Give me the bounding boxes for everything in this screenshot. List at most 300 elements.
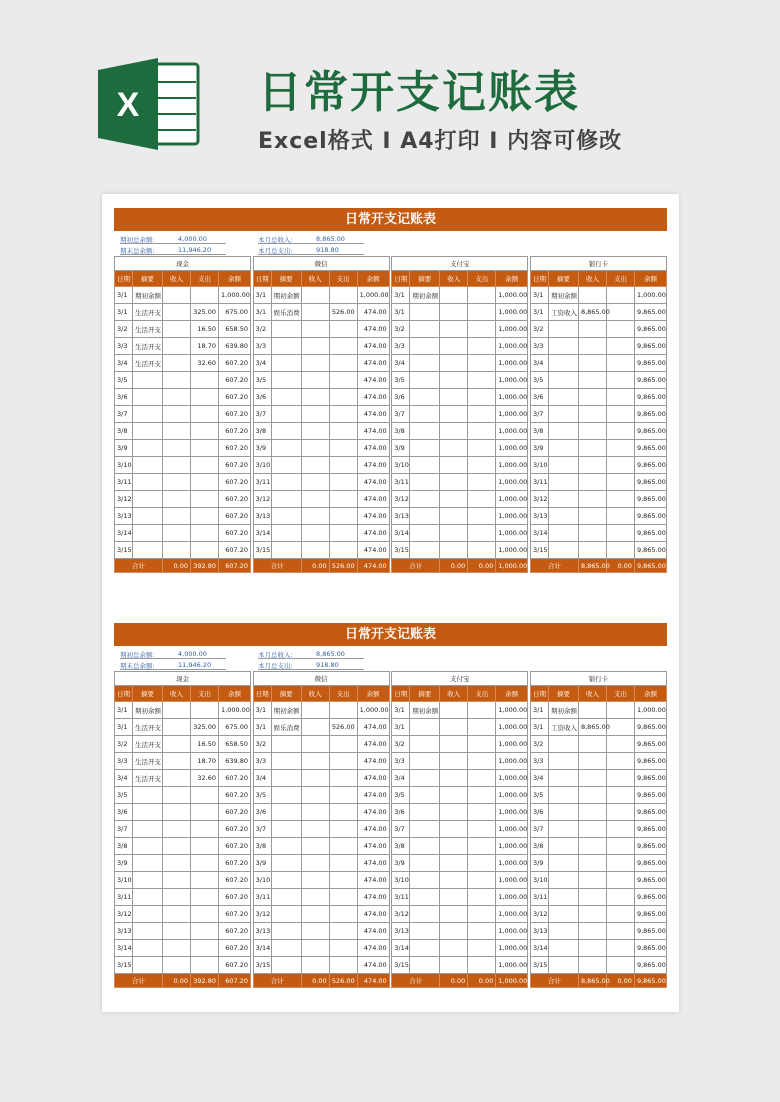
table-cell[interactable]: [440, 787, 468, 804]
table-cell[interactable]: 607.20: [219, 940, 251, 957]
table-cell[interactable]: [301, 872, 329, 889]
table-cell[interactable]: 1,000.00: [496, 957, 528, 974]
table-cell[interactable]: [133, 491, 163, 508]
table-cell[interactable]: [301, 821, 329, 838]
table-cell[interactable]: 3/6: [392, 804, 410, 821]
table-cell[interactable]: [271, 440, 301, 457]
table-cell[interactable]: 9,865.00: [634, 719, 666, 736]
table-cell[interactable]: [440, 389, 468, 406]
table-cell[interactable]: 32.60: [191, 770, 219, 787]
table-cell[interactable]: 1,000.00: [496, 702, 528, 719]
table-cell[interactable]: [410, 787, 440, 804]
table-cell[interactable]: 3/4: [253, 770, 271, 787]
table-cell[interactable]: 3/8: [253, 423, 271, 440]
table-cell[interactable]: 3/3: [253, 753, 271, 770]
table-cell[interactable]: [133, 423, 163, 440]
table-cell[interactable]: 474.00: [357, 508, 389, 525]
income-total-value[interactable]: 8,865.00: [316, 235, 345, 243]
table-cell[interactable]: 9,865.00: [634, 787, 666, 804]
table-cell[interactable]: [301, 906, 329, 923]
table-cell[interactable]: 526.00: [329, 719, 357, 736]
table-cell[interactable]: [578, 923, 606, 940]
table-cell[interactable]: [548, 440, 578, 457]
table-cell[interactable]: [301, 406, 329, 423]
table-cell[interactable]: 9,865.00: [634, 406, 666, 423]
table-cell[interactable]: [191, 872, 219, 889]
table-cell[interactable]: 3/7: [115, 821, 133, 838]
table-cell[interactable]: [163, 736, 191, 753]
table-cell[interactable]: [191, 491, 219, 508]
table-cell[interactable]: 607.20: [219, 855, 251, 872]
table-cell[interactable]: 3/9: [392, 440, 410, 457]
table-cell[interactable]: [468, 389, 496, 406]
table-cell[interactable]: [410, 321, 440, 338]
table-cell[interactable]: 607.20: [219, 406, 251, 423]
table-cell[interactable]: [271, 855, 301, 872]
table-cell[interactable]: [578, 872, 606, 889]
table-cell[interactable]: [301, 457, 329, 474]
table-cell[interactable]: 1,000.00: [496, 321, 528, 338]
table-cell[interactable]: [548, 525, 578, 542]
table-cell[interactable]: [468, 338, 496, 355]
table-cell[interactable]: 3/10: [392, 457, 410, 474]
table-cell[interactable]: [163, 923, 191, 940]
table-cell[interactable]: [578, 753, 606, 770]
table-cell[interactable]: [271, 542, 301, 559]
table-cell[interactable]: 18.70: [191, 753, 219, 770]
table-cell[interactable]: 3/3: [530, 338, 548, 355]
table-cell[interactable]: [548, 770, 578, 787]
table-cell[interactable]: 607.20: [219, 838, 251, 855]
table-cell[interactable]: 期初余额: [133, 702, 163, 719]
table-cell[interactable]: 607.20: [219, 770, 251, 787]
table-cell[interactable]: [301, 838, 329, 855]
table-cell[interactable]: 1,000.00: [496, 355, 528, 372]
table-cell[interactable]: [410, 474, 440, 491]
table-cell[interactable]: 3/4: [392, 355, 410, 372]
table-cell[interactable]: [578, 491, 606, 508]
table-cell[interactable]: [440, 457, 468, 474]
table-cell[interactable]: 9,865.00: [634, 923, 666, 940]
table-cell[interactable]: 3/13: [115, 508, 133, 525]
table-cell[interactable]: 生活开支: [133, 321, 163, 338]
table-cell[interactable]: 3/15: [115, 957, 133, 974]
table-cell[interactable]: [329, 787, 357, 804]
table-cell[interactable]: [410, 923, 440, 940]
table-cell[interactable]: 3/13: [253, 923, 271, 940]
table-cell[interactable]: 3/2: [115, 321, 133, 338]
table-cell[interactable]: 3/1: [530, 287, 548, 304]
table-cell[interactable]: [271, 957, 301, 974]
table-cell[interactable]: 607.20: [219, 474, 251, 491]
table-cell[interactable]: [329, 770, 357, 787]
table-cell[interactable]: [301, 889, 329, 906]
table-cell[interactable]: [191, 542, 219, 559]
table-cell[interactable]: [329, 821, 357, 838]
table-cell[interactable]: 1,000.00: [496, 542, 528, 559]
table-cell[interactable]: 3/8: [253, 838, 271, 855]
table-cell[interactable]: 1,000.00: [496, 287, 528, 304]
table-cell[interactable]: [410, 872, 440, 889]
table-cell[interactable]: 9,865.00: [634, 804, 666, 821]
table-cell[interactable]: [548, 940, 578, 957]
table-cell[interactable]: [606, 872, 634, 889]
table-cell[interactable]: 3/12: [392, 491, 410, 508]
table-cell[interactable]: [548, 338, 578, 355]
table-cell[interactable]: [606, 423, 634, 440]
table-cell[interactable]: [191, 923, 219, 940]
table-cell[interactable]: [548, 372, 578, 389]
table-cell[interactable]: [163, 838, 191, 855]
table-cell[interactable]: [410, 906, 440, 923]
table-cell[interactable]: 607.20: [219, 491, 251, 508]
table-cell[interactable]: 3/14: [530, 525, 548, 542]
table-cell[interactable]: 1,000.00: [496, 508, 528, 525]
table-cell[interactable]: [301, 372, 329, 389]
table-cell[interactable]: 3/15: [253, 542, 271, 559]
table-cell[interactable]: 3/8: [392, 838, 410, 855]
table-cell[interactable]: 3/1: [530, 719, 548, 736]
table-cell[interactable]: [191, 787, 219, 804]
table-cell[interactable]: [163, 423, 191, 440]
table-cell[interactable]: [301, 719, 329, 736]
table-cell[interactable]: [329, 702, 357, 719]
table-cell[interactable]: [301, 440, 329, 457]
table-cell[interactable]: [468, 474, 496, 491]
table-cell[interactable]: 3/15: [392, 542, 410, 559]
table-cell[interactable]: [410, 525, 440, 542]
table-cell[interactable]: 1,000.00: [496, 474, 528, 491]
table-cell[interactable]: 1,000.00: [496, 906, 528, 923]
table-cell[interactable]: [606, 525, 634, 542]
table-cell[interactable]: [329, 338, 357, 355]
table-cell[interactable]: 607.20: [219, 821, 251, 838]
table-cell[interactable]: 3/5: [115, 787, 133, 804]
table-cell[interactable]: [410, 491, 440, 508]
table-cell[interactable]: 3/8: [115, 838, 133, 855]
table-cell[interactable]: 607.20: [219, 872, 251, 889]
table-cell[interactable]: 1,000.00: [357, 287, 389, 304]
table-cell[interactable]: [271, 940, 301, 957]
table-cell[interactable]: 9,865.00: [634, 872, 666, 889]
table-cell[interactable]: 474.00: [357, 719, 389, 736]
table-cell[interactable]: 8,865.00: [578, 719, 606, 736]
table-cell[interactable]: [271, 906, 301, 923]
table-cell[interactable]: [548, 474, 578, 491]
table-cell[interactable]: [578, 287, 606, 304]
table-cell[interactable]: [133, 474, 163, 491]
table-cell[interactable]: [606, 372, 634, 389]
table-cell[interactable]: [606, 389, 634, 406]
table-cell[interactable]: 生活开支: [133, 719, 163, 736]
table-cell[interactable]: [440, 508, 468, 525]
table-cell[interactable]: [440, 287, 468, 304]
table-cell[interactable]: [468, 457, 496, 474]
table-cell[interactable]: 1,000.00: [634, 702, 666, 719]
table-cell[interactable]: [329, 736, 357, 753]
table-cell[interactable]: 9,865.00: [634, 355, 666, 372]
table-cell[interactable]: [191, 457, 219, 474]
table-cell[interactable]: [133, 457, 163, 474]
table-cell[interactable]: 3/3: [392, 338, 410, 355]
table-cell[interactable]: 3/2: [253, 321, 271, 338]
table-cell[interactable]: 1,000.00: [496, 338, 528, 355]
table-cell[interactable]: [548, 355, 578, 372]
table-cell[interactable]: 3/3: [115, 753, 133, 770]
table-cell[interactable]: 期初余额: [410, 702, 440, 719]
table-cell[interactable]: [410, 542, 440, 559]
table-cell[interactable]: [163, 542, 191, 559]
table-cell[interactable]: [440, 525, 468, 542]
table-cell[interactable]: [606, 440, 634, 457]
table-cell[interactable]: 3/6: [530, 389, 548, 406]
table-cell[interactable]: [329, 389, 357, 406]
table-cell[interactable]: 1,000.00: [219, 702, 251, 719]
table-cell[interactable]: [191, 474, 219, 491]
table-cell[interactable]: [440, 372, 468, 389]
table-cell[interactable]: 工资收入: [548, 304, 578, 321]
table-cell[interactable]: 474.00: [357, 906, 389, 923]
table-cell[interactable]: 1,000.00: [496, 923, 528, 940]
table-cell[interactable]: [548, 508, 578, 525]
table-cell[interactable]: [440, 702, 468, 719]
table-cell[interactable]: 3/11: [253, 474, 271, 491]
table-cell[interactable]: [578, 702, 606, 719]
table-cell[interactable]: [271, 338, 301, 355]
table-cell[interactable]: 474.00: [357, 889, 389, 906]
table-cell[interactable]: 474.00: [357, 304, 389, 321]
table-cell[interactable]: 1,000.00: [496, 940, 528, 957]
table-cell[interactable]: [163, 889, 191, 906]
table-cell[interactable]: [410, 889, 440, 906]
table-cell[interactable]: 1,000.00: [219, 287, 251, 304]
table-cell[interactable]: 3/1: [115, 304, 133, 321]
table-cell[interactable]: 474.00: [357, 770, 389, 787]
table-cell[interactable]: [271, 838, 301, 855]
table-cell[interactable]: 607.20: [219, 525, 251, 542]
table-cell[interactable]: [606, 889, 634, 906]
table-cell[interactable]: 9,865.00: [634, 389, 666, 406]
table-cell[interactable]: [329, 525, 357, 542]
table-cell[interactable]: 3/11: [253, 889, 271, 906]
table-cell[interactable]: 3/4: [253, 355, 271, 372]
table-cell[interactable]: [410, 440, 440, 457]
table-cell[interactable]: [163, 491, 191, 508]
table-cell[interactable]: 生活开支: [133, 753, 163, 770]
table-cell[interactable]: 474.00: [357, 355, 389, 372]
table-cell[interactable]: [606, 304, 634, 321]
table-cell[interactable]: [578, 940, 606, 957]
table-cell[interactable]: 1,000.00: [496, 491, 528, 508]
table-cell[interactable]: [440, 923, 468, 940]
table-cell[interactable]: 675.00: [219, 719, 251, 736]
table-cell[interactable]: [271, 753, 301, 770]
table-cell[interactable]: 474.00: [357, 923, 389, 940]
table-cell[interactable]: [578, 338, 606, 355]
table-cell[interactable]: [578, 821, 606, 838]
table-cell[interactable]: [301, 304, 329, 321]
table-cell[interactable]: 1,000.00: [496, 304, 528, 321]
table-cell[interactable]: 658.50: [219, 321, 251, 338]
table-cell[interactable]: [440, 304, 468, 321]
table-cell[interactable]: [410, 508, 440, 525]
table-cell[interactable]: [606, 957, 634, 974]
table-cell[interactable]: [578, 804, 606, 821]
table-cell[interactable]: [133, 787, 163, 804]
table-cell[interactable]: [163, 389, 191, 406]
table-cell[interactable]: 期初余额: [271, 287, 301, 304]
table-cell[interactable]: [468, 719, 496, 736]
table-cell[interactable]: [329, 940, 357, 957]
table-cell[interactable]: [301, 736, 329, 753]
table-cell[interactable]: [606, 338, 634, 355]
table-cell[interactable]: 3/15: [392, 957, 410, 974]
table-cell[interactable]: 期初余额: [548, 287, 578, 304]
table-cell[interactable]: [163, 821, 191, 838]
table-cell[interactable]: [133, 906, 163, 923]
table-cell[interactable]: 3/4: [530, 770, 548, 787]
expense-total-value[interactable]: 918.80: [316, 246, 339, 254]
table-cell[interactable]: 9,865.00: [634, 889, 666, 906]
table-cell[interactable]: 3/15: [115, 542, 133, 559]
table-cell[interactable]: 3/8: [530, 838, 548, 855]
table-cell[interactable]: [301, 957, 329, 974]
table-cell[interactable]: 3/9: [253, 440, 271, 457]
table-cell[interactable]: [133, 821, 163, 838]
table-cell[interactable]: 639.80: [219, 338, 251, 355]
table-cell[interactable]: 3/4: [530, 355, 548, 372]
table-cell[interactable]: [301, 491, 329, 508]
table-cell[interactable]: 9,865.00: [634, 838, 666, 855]
table-cell[interactable]: [578, 770, 606, 787]
table-cell[interactable]: [468, 787, 496, 804]
table-cell[interactable]: 1,000.00: [496, 838, 528, 855]
table-cell[interactable]: [163, 957, 191, 974]
table-cell[interactable]: [133, 406, 163, 423]
table-cell[interactable]: [191, 821, 219, 838]
table-cell[interactable]: [163, 906, 191, 923]
table-cell[interactable]: 607.20: [219, 457, 251, 474]
table-cell[interactable]: 1,000.00: [496, 889, 528, 906]
table-cell[interactable]: 1,000.00: [496, 872, 528, 889]
table-cell[interactable]: 娱乐消费: [271, 304, 301, 321]
table-cell[interactable]: 474.00: [357, 406, 389, 423]
table-cell[interactable]: [329, 923, 357, 940]
table-cell[interactable]: [301, 508, 329, 525]
table-cell[interactable]: [548, 736, 578, 753]
table-cell[interactable]: [410, 804, 440, 821]
table-cell[interactable]: 3/12: [115, 906, 133, 923]
table-cell[interactable]: 9,865.00: [634, 304, 666, 321]
table-cell[interactable]: [191, 855, 219, 872]
table-cell[interactable]: [163, 304, 191, 321]
opening-balance-value[interactable]: 4,000.00: [178, 235, 207, 243]
table-cell[interactable]: 3/7: [253, 821, 271, 838]
table-cell[interactable]: [329, 889, 357, 906]
table-cell[interactable]: [440, 406, 468, 423]
table-cell[interactable]: 3/14: [115, 525, 133, 542]
table-cell[interactable]: [578, 838, 606, 855]
table-cell[interactable]: [548, 855, 578, 872]
table-cell[interactable]: [163, 702, 191, 719]
table-cell[interactable]: [606, 321, 634, 338]
table-cell[interactable]: 3/13: [115, 923, 133, 940]
table-cell[interactable]: [548, 406, 578, 423]
table-cell[interactable]: [271, 821, 301, 838]
table-cell[interactable]: [191, 287, 219, 304]
table-cell[interactable]: 474.00: [357, 372, 389, 389]
table-cell[interactable]: 3/1: [115, 702, 133, 719]
table-cell[interactable]: [271, 457, 301, 474]
table-cell[interactable]: 9,865.00: [634, 372, 666, 389]
table-cell[interactable]: [548, 389, 578, 406]
table-cell[interactable]: 3/9: [115, 440, 133, 457]
table-cell[interactable]: 474.00: [357, 321, 389, 338]
table-cell[interactable]: [606, 702, 634, 719]
table-cell[interactable]: 9,865.00: [634, 440, 666, 457]
table-cell[interactable]: [133, 525, 163, 542]
table-cell[interactable]: [548, 838, 578, 855]
table-cell[interactable]: [468, 440, 496, 457]
table-cell[interactable]: [468, 736, 496, 753]
table-cell[interactable]: [191, 702, 219, 719]
table-cell[interactable]: 3/11: [530, 474, 548, 491]
table-cell[interactable]: 8,865.00: [578, 304, 606, 321]
table-cell[interactable]: [191, 440, 219, 457]
table-cell[interactable]: [606, 787, 634, 804]
table-cell[interactable]: [133, 923, 163, 940]
table-cell[interactable]: [440, 821, 468, 838]
table-cell[interactable]: [410, 389, 440, 406]
table-cell[interactable]: [578, 542, 606, 559]
table-cell[interactable]: [329, 508, 357, 525]
table-cell[interactable]: [133, 372, 163, 389]
table-cell[interactable]: [468, 838, 496, 855]
table-cell[interactable]: [548, 906, 578, 923]
table-cell[interactable]: 607.20: [219, 889, 251, 906]
table-cell[interactable]: 3/7: [530, 406, 548, 423]
table-cell[interactable]: [578, 321, 606, 338]
table-cell[interactable]: [191, 423, 219, 440]
table-cell[interactable]: 3/6: [115, 804, 133, 821]
table-cell[interactable]: 1,000.00: [496, 804, 528, 821]
closing-balance-value[interactable]: 11,946.20: [178, 661, 212, 669]
table-cell[interactable]: [440, 542, 468, 559]
table-cell[interactable]: [468, 872, 496, 889]
table-cell[interactable]: [606, 855, 634, 872]
table-cell[interactable]: 3/13: [530, 923, 548, 940]
table-cell[interactable]: 9,865.00: [634, 736, 666, 753]
table-cell[interactable]: [468, 542, 496, 559]
table-cell[interactable]: [329, 474, 357, 491]
table-cell[interactable]: 3/10: [530, 872, 548, 889]
table-cell[interactable]: 9,865.00: [634, 770, 666, 787]
table-cell[interactable]: 1,000.00: [496, 753, 528, 770]
table-cell[interactable]: [301, 940, 329, 957]
table-cell[interactable]: 3/7: [530, 821, 548, 838]
table-cell[interactable]: 3/15: [530, 542, 548, 559]
table-cell[interactable]: [163, 355, 191, 372]
table-cell[interactable]: 3/12: [530, 906, 548, 923]
table-cell[interactable]: 3/10: [115, 457, 133, 474]
table-cell[interactable]: 3/5: [253, 787, 271, 804]
table-cell[interactable]: [578, 525, 606, 542]
table-cell[interactable]: [410, 940, 440, 957]
table-cell[interactable]: [410, 855, 440, 872]
table-cell[interactable]: [578, 440, 606, 457]
table-cell[interactable]: [606, 287, 634, 304]
expense-total-value[interactable]: 918.80: [316, 661, 339, 669]
